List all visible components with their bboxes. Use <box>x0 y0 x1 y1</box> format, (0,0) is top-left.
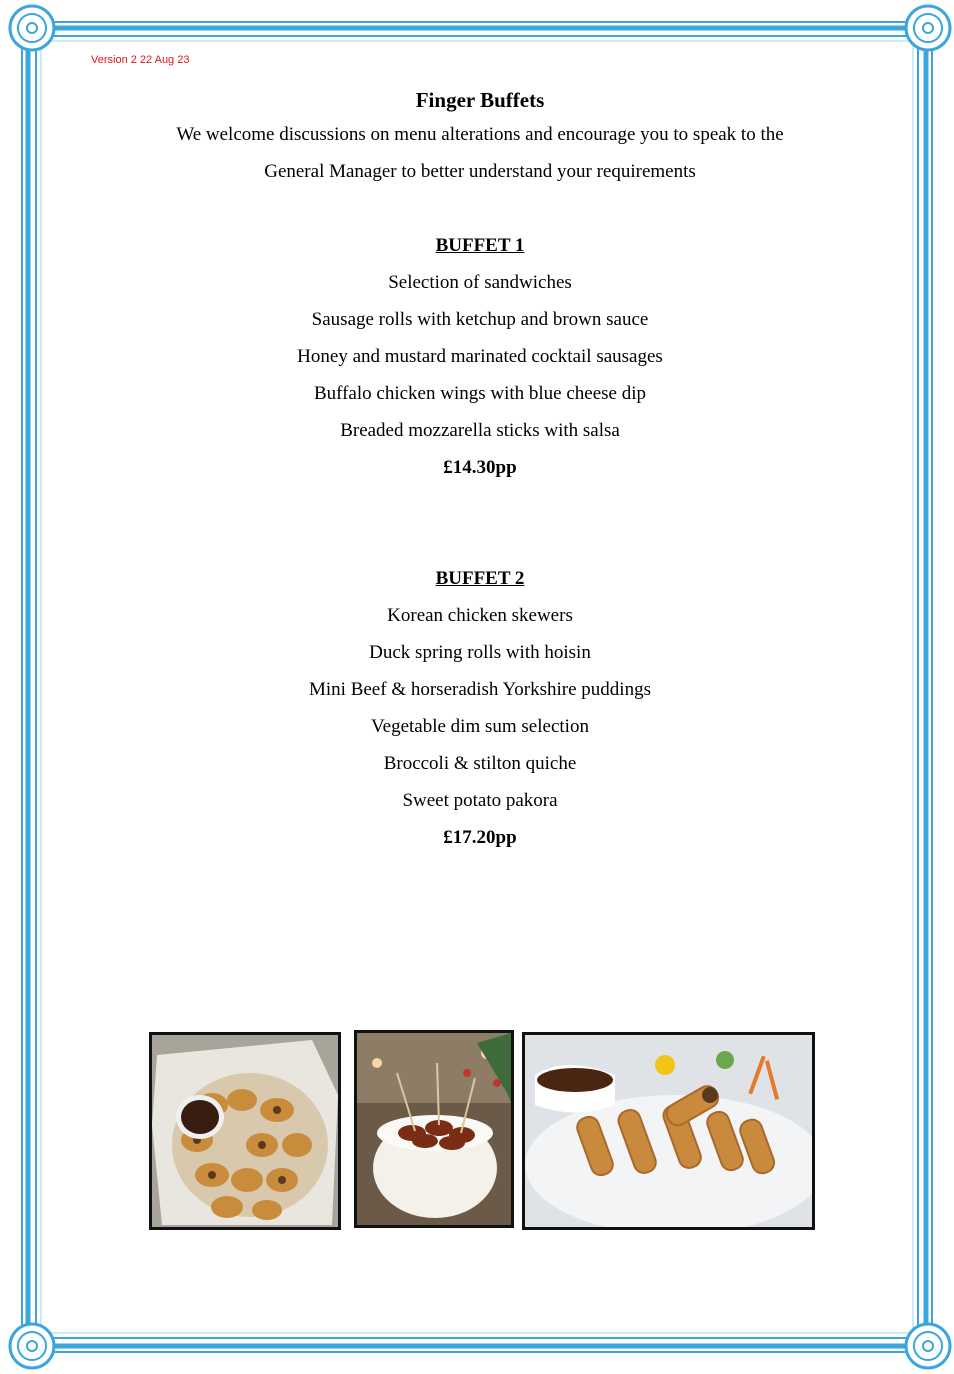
intro-line-2: General Manager to better understand your requirements <box>264 161 696 182</box>
cocktail-sausages-photo <box>354 1030 514 1228</box>
buffet-1-item: Honey and mustard marinated cocktail sausages <box>297 346 663 367</box>
intro-line-1: We welcome discussions on menu alterations and encourage you to speak to the <box>176 124 784 145</box>
version-note: Version 2 22 Aug 23 <box>91 54 190 66</box>
buffet-2-heading: BUFFET 2 <box>435 568 525 589</box>
buffet-2-item: Vegetable dim sum selection <box>371 716 589 737</box>
buffet-1-section <box>0 227 954 486</box>
buffet-2-section <box>0 560 954 856</box>
buffet-1-item: Sausage rolls with ketchup and brown sauce <box>311 309 649 330</box>
buffet-1-item: Selection of sandwiches <box>388 272 572 293</box>
buffet-2-item: Duck spring rolls with hoisin <box>369 642 591 663</box>
menu-content <box>0 84 954 856</box>
buffet-1-price: £14.30pp <box>443 457 517 478</box>
spring-rolls-photo <box>522 1032 815 1230</box>
buffet-2-item: Sweet potato pakora <box>402 790 558 811</box>
corner-ornament-top-right <box>906 6 950 50</box>
buffet-1-item: Breaded mozzarella sticks with salsa <box>340 420 620 441</box>
sausage-rolls-photo <box>149 1032 341 1230</box>
buffet-2-item: Korean chicken skewers <box>387 605 573 626</box>
corner-ornament-bottom-left <box>10 1324 54 1368</box>
buffet-2-item: Broccoli & stilton quiche <box>383 753 577 774</box>
buffet-1-heading: BUFFET 1 <box>435 235 525 256</box>
buffet-2-price: £17.20pp <box>443 827 517 848</box>
buffet-1-item: Buffalo chicken wings with blue cheese dip <box>313 383 647 404</box>
corner-ornament-bottom-right <box>906 1324 950 1368</box>
corner-ornament-top-left <box>10 6 54 50</box>
page-title: Finger Buffets <box>415 88 545 112</box>
buffet-2-item: Mini Beef & horseradish Yorkshire puddings <box>309 679 651 700</box>
